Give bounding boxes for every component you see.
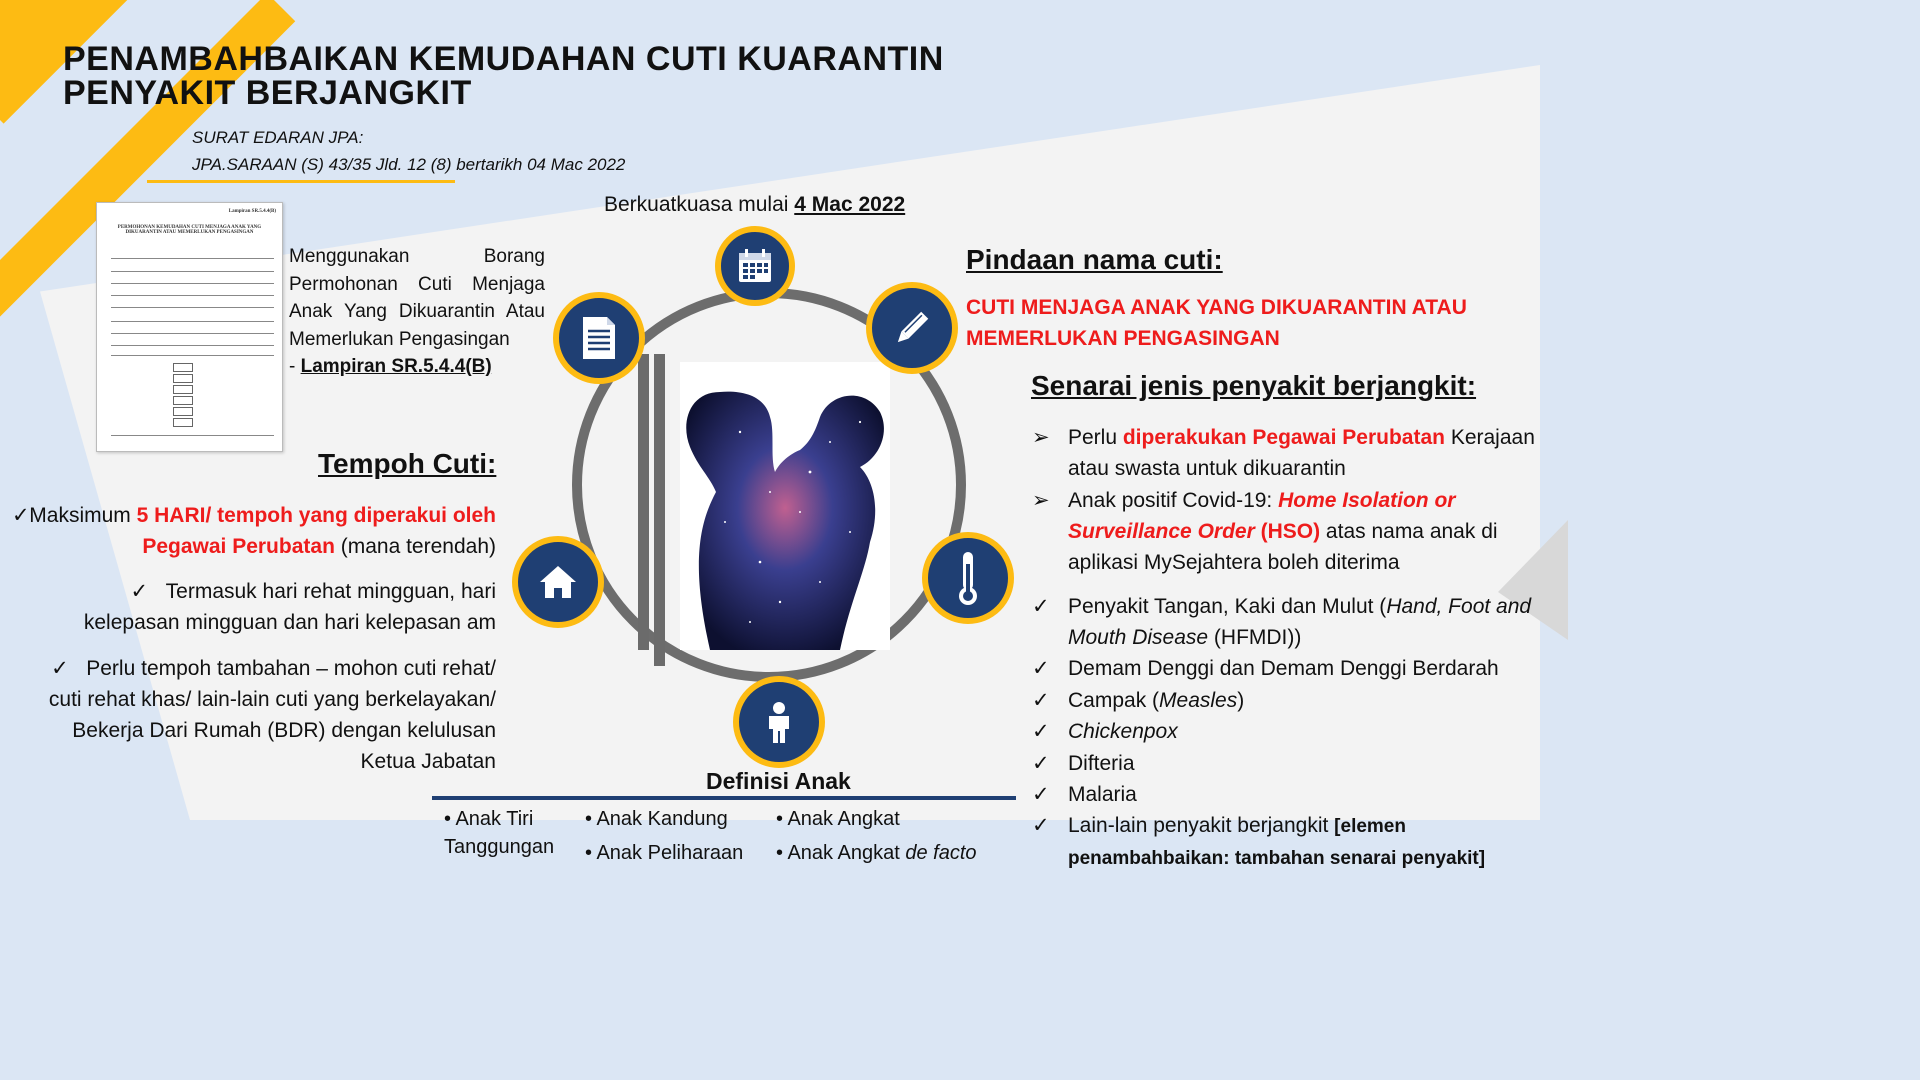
form-heading: PERMOHONAN KEMUDAHAN CUTI MENJAGA ANAK YANG DIKUARANTIN ATAU MEMERLUKAN PENGASINGAN bbox=[117, 225, 262, 235]
pencil-icon bbox=[866, 282, 958, 374]
list-item: ✓ Penyakit Tangan, Kaki dan Mulut (Hand, Foot and Mouth Disease (HFMDI)) bbox=[1068, 591, 1558, 653]
home-icon bbox=[512, 536, 604, 628]
list-item: ✓ Campak (Measles) bbox=[1068, 685, 1558, 716]
tempoh-main-item: ✓ Maksimum 5 HARI/ tempoh yang diperakui oleh Pegawai Perubatan (mana terendah) bbox=[14, 500, 496, 562]
pindaan-heading: Pindaan nama cuti: bbox=[966, 244, 1223, 275]
senarai-heading: Senarai jenis penyakit berjangkit: bbox=[1031, 370, 1477, 401]
definisi-item: • Anak Peliharaan bbox=[585, 842, 744, 864]
list-item: ✓ Difteria bbox=[1068, 748, 1558, 779]
check-icon: ✓ bbox=[1032, 783, 1050, 806]
list-item: ✓ Demam Denggi dan Demam Denggi Berdarah bbox=[1068, 653, 1558, 684]
definisi-item: • Anak Angkat bbox=[776, 808, 900, 830]
check-icon: ✓ bbox=[1032, 720, 1050, 743]
definisi-item: • Anak Tiri Tanggungan bbox=[444, 808, 555, 858]
arrow-bullet-icon: ➢ bbox=[1032, 489, 1050, 512]
list-item: ➢ Anak positif Covid-19: Home Isolation or Surveillance Order (HSO) atas nama anak di aplikasi MySejahtera boleh diterima bbox=[1068, 485, 1558, 578]
check-icon: ✓ bbox=[12, 504, 30, 527]
circular-reference: SURAT EDARAN JPA: JPA.SARAAN (S) 43/35 Jld. 12 (8) bertarikh 04 Mac 2022 bbox=[192, 128, 626, 174]
check-icon: ✓ bbox=[1032, 657, 1050, 680]
page-title: PENAMBAHBAIKAN KEMUDAHAN CUTI KUARANTIN PENYAKIT BERJANGKIT bbox=[63, 40, 944, 112]
form-reference-link: Lampiran SR.5.4.4(B) bbox=[300, 356, 492, 377]
check-icon: ✓ bbox=[51, 657, 87, 680]
tempoh-sub-item: ✓ Termasuk hari rehat mingguan, hari kelepasan mingguan dan hari kelepasan am bbox=[83, 580, 496, 634]
definisi-item: • Anak Angkat de facto bbox=[776, 842, 977, 864]
pindaan-value: CUTI MENJAGA ANAK YANG DIKUARANTIN ATAU MEMERLUKAN PENGASINGAN bbox=[966, 296, 1467, 350]
decorative-bar bbox=[638, 354, 649, 650]
check-icon: ✓ bbox=[1032, 752, 1050, 775]
definisi-divider bbox=[432, 796, 1016, 800]
check-icon: ✓ bbox=[1032, 689, 1050, 712]
definisi-item: • Anak Kandung bbox=[585, 808, 728, 830]
list-item: ✓ Malaria bbox=[1068, 779, 1558, 810]
arrow-bullet-icon: ➢ bbox=[1032, 426, 1050, 449]
form-label: Lampiran SR.5.4.4(B) bbox=[228, 209, 276, 214]
form-description: Menggunakan Borang Permohonan Cuti Menjaga Anak Yang Dikuarantin Atau Memerlukan Pengasingan - Lampiran SR.5.4.4(B) bbox=[289, 246, 545, 377]
list-item: ➢ Perlu diperakukan Pegawai Perubatan Kerajaan atau swasta untuk dikuarantin bbox=[1068, 422, 1558, 484]
document-icon bbox=[553, 292, 645, 384]
child-icon bbox=[733, 676, 825, 768]
calendar-icon bbox=[715, 226, 795, 306]
list-item: ✓ Lain-lain penyakit berjangkit [elemen penambahbaikan: tambahan senarai penyakit] bbox=[1068, 810, 1558, 874]
decorative-bar bbox=[654, 354, 665, 666]
check-icon: ✓ bbox=[1032, 595, 1050, 618]
tempoh-sub-item: ✓ Perlu tempoh tambahan – mohon cuti rehat/ cuti rehat khas/ lain-lain cuti yang berkelayakan/ Bekerja Dari Rumah (BDR) dengan kelulusan Ketua Jabatan bbox=[48, 657, 496, 773]
check-icon: ✓ bbox=[130, 580, 166, 603]
form-thumbnail bbox=[96, 202, 283, 452]
tempoh-heading: Tempoh Cuti: bbox=[318, 448, 497, 479]
subtitle-underline bbox=[147, 180, 455, 183]
mother-child-silhouette bbox=[680, 362, 890, 650]
check-icon: ✓ bbox=[1032, 814, 1050, 837]
thermometer-icon bbox=[922, 532, 1014, 624]
list-item: ✓ Chickenpox bbox=[1068, 716, 1558, 747]
effective-date: Berkuatkuasa mulai 4 Mac 2022 bbox=[604, 193, 906, 216]
definisi-heading: Definisi Anak bbox=[706, 768, 851, 794]
